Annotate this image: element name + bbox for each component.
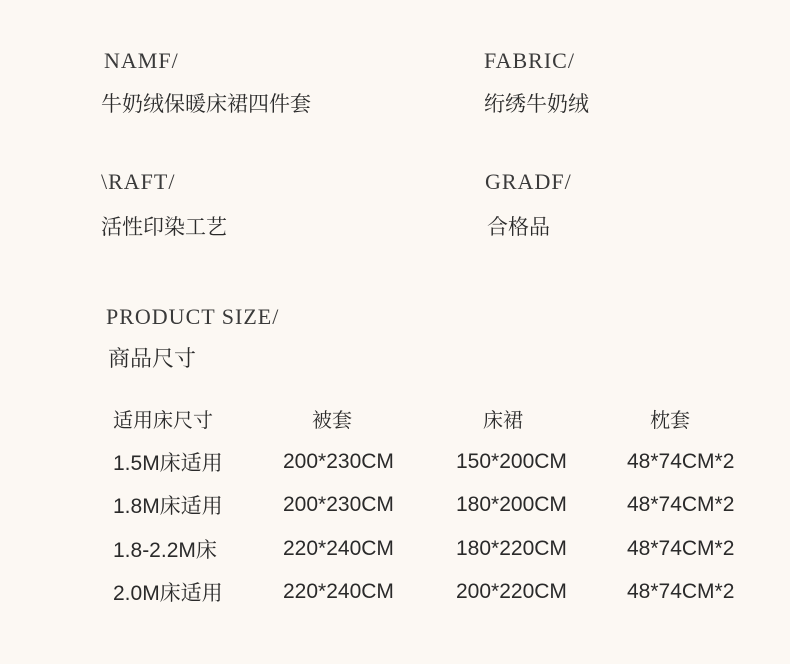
pillowcase-cell: 48*74CM*2 [627, 449, 735, 473]
pillowcase-cell: 48*74CM*2 [627, 536, 735, 560]
bed-skirt-cell: 180*220CM [456, 536, 567, 560]
table-row [96, 571, 780, 615]
bed-size-cell: 1.8-2.2M床 [113, 538, 217, 562]
duvet-cover-cell: 220*240CM [283, 580, 394, 604]
size-table-header-row [96, 397, 780, 440]
size-table [96, 397, 780, 614]
bed-skirt-cell: 150*200CM [456, 449, 567, 473]
bed-size-cell: 1.5M床适用 [113, 451, 223, 475]
header-bed-size: 适用床尺寸 [113, 408, 213, 432]
table-row [96, 484, 780, 528]
pillowcase-cell: 48*74CM*2 [627, 493, 735, 517]
bed-size-cell: 2.0M床适用 [113, 582, 223, 606]
product-size-heading: PRODUCT SIZE/ [106, 304, 280, 329]
grade-label: GRADF/ [485, 169, 572, 194]
fabric-value: 绗绣牛奶绒 [484, 92, 589, 116]
table-row [96, 440, 780, 484]
bed-skirt-cell: 200*220CM [456, 580, 567, 604]
table-row [96, 527, 780, 571]
header-duvet-cover: 被套 [312, 408, 352, 432]
name-label: NAMF/ [104, 48, 179, 73]
craft-value: 活性印染工艺 [101, 215, 227, 239]
name-value: 牛奶绒保暖床裙四件套 [101, 92, 311, 116]
duvet-cover-cell: 220*240CM [283, 536, 394, 560]
pillowcase-cell: 48*74CM*2 [627, 580, 735, 604]
craft-label: \RAFT/ [101, 169, 176, 194]
grade-value: 合格品 [487, 215, 550, 239]
header-bed-skirt: 床裙 [483, 408, 523, 432]
duvet-cover-cell: 200*230CM [283, 493, 394, 517]
duvet-cover-cell: 200*230CM [283, 449, 394, 473]
bed-skirt-cell: 180*200CM [456, 493, 567, 517]
header-pillowcase: 枕套 [650, 408, 690, 432]
fabric-label: FABRIC/ [484, 48, 575, 73]
bed-size-cell: 1.8M床适用 [113, 495, 223, 519]
product-size-subheading: 商品尺寸 [108, 347, 197, 372]
